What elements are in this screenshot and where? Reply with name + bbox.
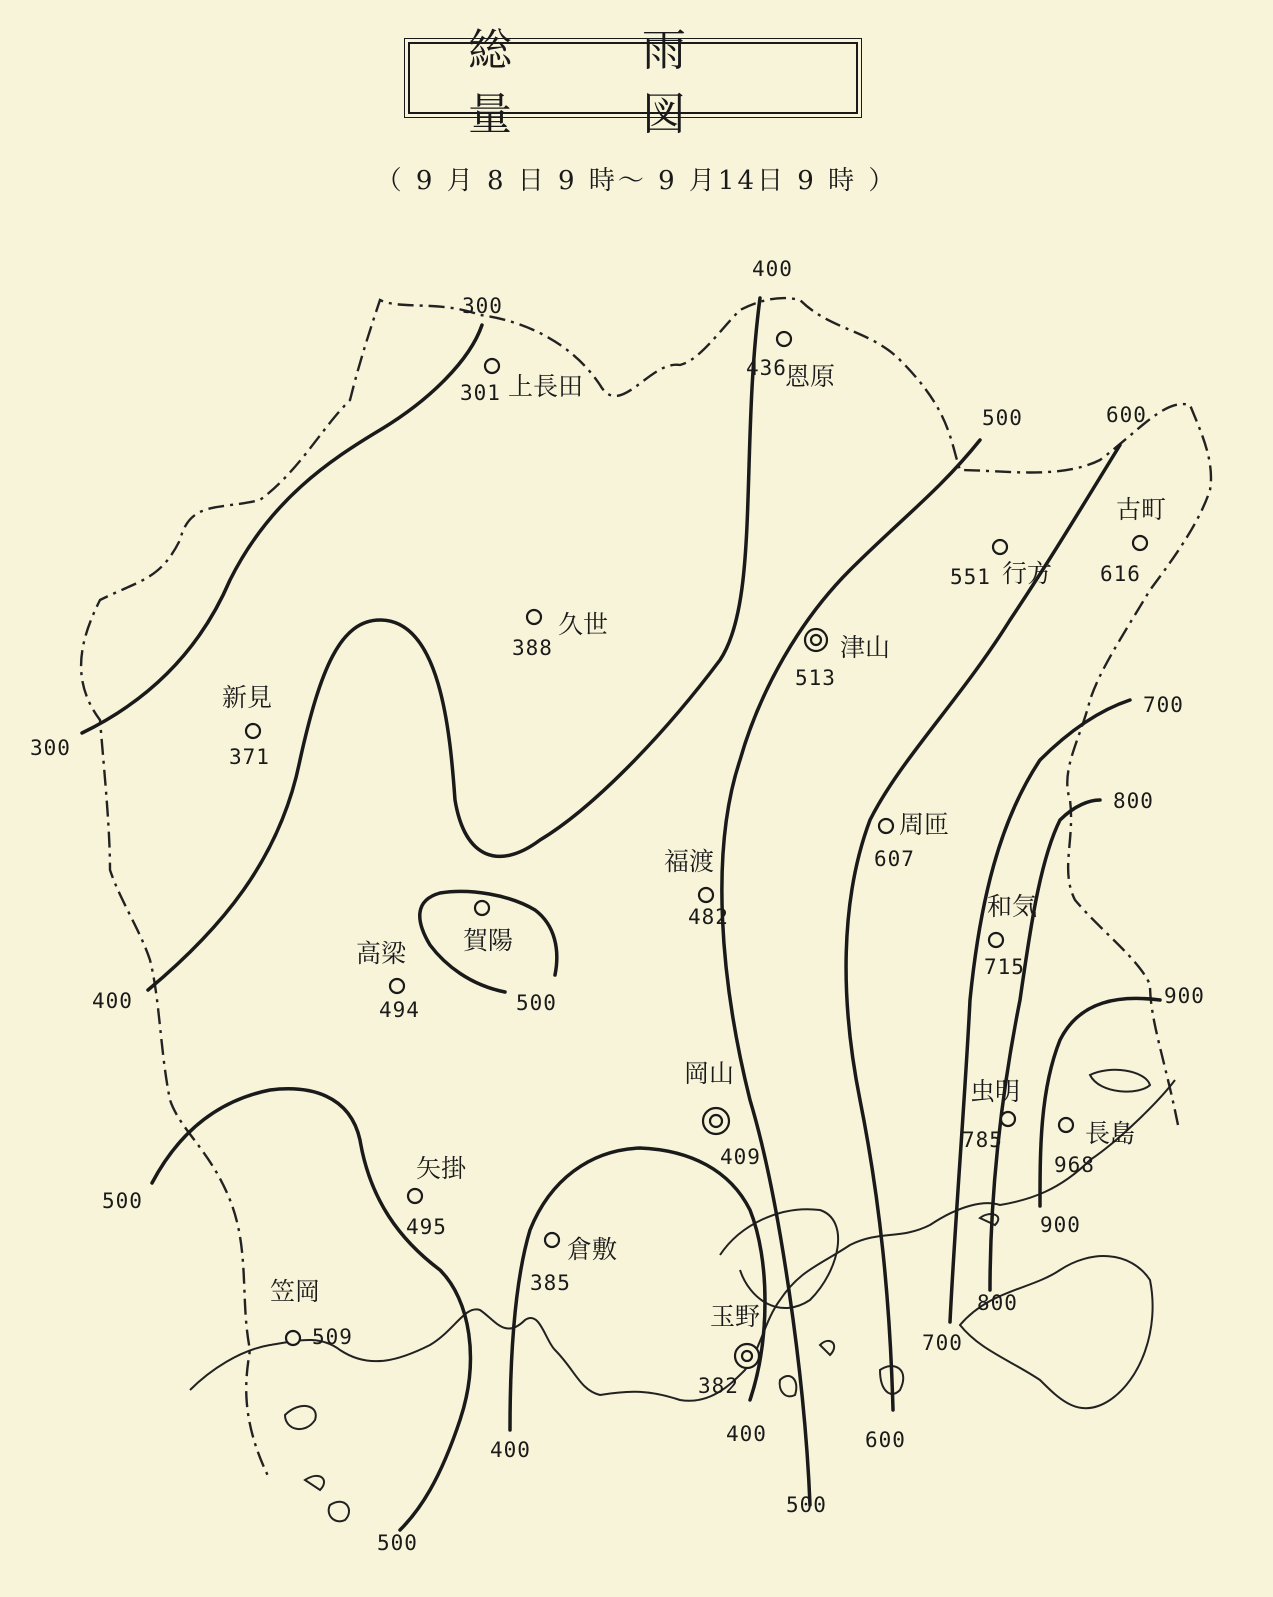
station-value: 616 (1100, 562, 1141, 586)
isohyet-label: 800 (1113, 789, 1154, 813)
isohyet-300 (82, 325, 482, 733)
prefecture-border (81, 298, 1211, 1480)
island-7 (820, 1341, 834, 1355)
station-name: 笠岡 (270, 1277, 321, 1306)
station-marker-inner (742, 1351, 752, 1361)
station-value: 513 (795, 666, 836, 690)
isohyet-400-north (148, 298, 760, 990)
station-name: 賀陽 (463, 926, 514, 955)
isohyet-label: 400 (726, 1422, 767, 1446)
station-name: 久世 (558, 610, 609, 639)
isohyet-label: 700 (922, 1331, 963, 1355)
station-value: 409 (720, 1145, 761, 1169)
station-okayama (684, 1059, 761, 1169)
coastline (190, 1080, 1175, 1401)
station-marker (475, 901, 489, 915)
isohyet-label: 900 (1040, 1213, 1081, 1237)
station-kuse (512, 610, 608, 660)
station-marker (699, 888, 713, 902)
station-name: 周匝 (899, 810, 950, 839)
station-name: 矢掛 (416, 1154, 467, 1183)
station-value: 388 (512, 636, 553, 660)
map-title: 総 雨 量 図 (408, 42, 858, 114)
station-yakage (406, 1154, 467, 1239)
station-kaminagata (460, 359, 583, 405)
station-name: 津山 (840, 633, 891, 662)
isohyet-label: 600 (1106, 403, 1147, 427)
station-onbara (746, 332, 835, 391)
station-name: 岡山 (684, 1059, 735, 1088)
island-2 (305, 1476, 349, 1521)
station-name: 新見 (222, 683, 273, 712)
station-furumachi (1100, 495, 1166, 586)
isohyet-label: 300 (30, 736, 71, 760)
station-name: 行方 (1002, 559, 1053, 588)
period-subtitle: （ 9 月 8 日 9 時～ 9 月14日 9 時 ） (375, 166, 898, 196)
station-marker (777, 332, 791, 346)
isohyet-label: 900 (1164, 984, 1205, 1008)
island-3 (780, 1376, 797, 1396)
isohyet-label: 300 (462, 294, 503, 318)
isohyet-600 (846, 445, 1120, 1410)
station-niimi (222, 683, 272, 769)
isohyet-label: 500 (786, 1493, 827, 1517)
station-marker (408, 1189, 422, 1203)
station-marker (485, 359, 499, 373)
station-marker-inner (710, 1115, 722, 1127)
station-marker (989, 933, 1003, 947)
station-marker (1059, 1118, 1073, 1132)
station-value: 607 (874, 847, 915, 871)
isohyet-label: 500 (377, 1531, 418, 1555)
station-namekata (950, 540, 1052, 589)
station-value: 509 (312, 1325, 353, 1349)
station-fukuwatari (664, 847, 729, 929)
station-name: 倉敷 (567, 1235, 618, 1264)
isohyet-label: 400 (752, 257, 793, 281)
station-name: 高梁 (356, 939, 407, 968)
station-marker (993, 540, 1007, 554)
station-name: 恩原 (785, 362, 836, 391)
isohyet-label: 600 (865, 1428, 906, 1452)
station-value: 382 (698, 1374, 739, 1398)
island-6 (980, 1214, 998, 1225)
isohyet-label: 400 (92, 989, 133, 1013)
station-marker (879, 819, 893, 833)
station-value: 551 (950, 565, 991, 589)
station-marker (1001, 1112, 1015, 1126)
station-name: 古町 (1116, 495, 1167, 524)
station-suzai (874, 810, 949, 871)
station-kasaoka (270, 1277, 353, 1349)
station-marker (1133, 536, 1147, 550)
island-5 (1090, 1070, 1150, 1092)
station-marker-inner (811, 635, 821, 645)
isohyet-label: 400 (490, 1438, 531, 1462)
station-value: 436 (746, 356, 787, 380)
station-value: 371 (229, 745, 270, 769)
station-name: 玉野 (710, 1302, 761, 1331)
station-nagashima (1054, 1118, 1135, 1177)
isohyet-label: 800 (977, 1291, 1018, 1315)
station-value: 785 (962, 1128, 1003, 1152)
isohyet-label: 500 (982, 406, 1023, 430)
station-marker (286, 1331, 300, 1345)
station-value: 482 (688, 905, 729, 929)
station-marker (246, 724, 260, 738)
station-value: 968 (1054, 1153, 1095, 1177)
station-takahashi (356, 939, 420, 1022)
station-tamano (698, 1302, 760, 1398)
station-value: 301 (460, 381, 501, 405)
isohyet-label: 500 (516, 991, 557, 1015)
station-name: 虫明 (970, 1077, 1021, 1106)
station-value: 494 (379, 998, 420, 1022)
station-marker (527, 610, 541, 624)
station-value: 385 (530, 1271, 571, 1295)
station-marker (545, 1233, 559, 1247)
station-name: 福渡 (664, 847, 715, 876)
station-kayo (463, 901, 513, 955)
station-kurashiki (530, 1233, 617, 1295)
station-value: 715 (984, 955, 1025, 979)
island-1 (285, 1406, 316, 1429)
station-marker (390, 979, 404, 993)
station-name: 和気 (987, 892, 1038, 921)
station-mushiage (962, 1077, 1020, 1152)
station-value: 495 (406, 1215, 447, 1239)
station-name: 上長田 (508, 372, 584, 401)
station-name: 長島 (1085, 1119, 1136, 1148)
isohyet-label: 700 (1143, 693, 1184, 717)
station-tsuyama (795, 629, 890, 690)
isohyet-label: 500 (102, 1189, 143, 1213)
